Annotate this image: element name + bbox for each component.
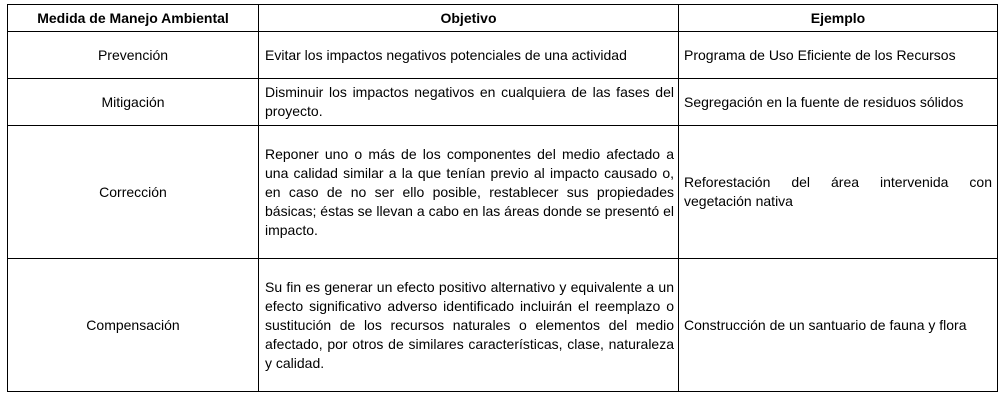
example-cell: Construcción de un santuario de fauna y flora [679, 259, 998, 392]
example-cell: Programa de Uso Eficiente de los Recursos [679, 32, 998, 79]
objective-cell: Reponer uno o más de los componentes del medio afectado a una calidad similar a la que tenían previo al impacto causado o, en caso de no ser ello posible, restablecer sus propiedades básicas; éstas se llevan a cabo en las áreas donde se presentó el impacto. [259, 126, 679, 259]
objective-cell: Evitar los impactos negativos potenciales de una actividad [259, 32, 679, 79]
measure-cell: Corrección [8, 126, 259, 259]
environmental-measures-table [7, 4, 998, 392]
header-measure: Medida de Manejo Ambiental [8, 5, 259, 32]
objective-cell: Disminuir los impactos negativos en cualquiera de las fases del proyecto. [259, 79, 679, 126]
example-cell: Segregación en la fuente de residuos sólidos [679, 79, 998, 126]
measure-cell: Prevención [8, 32, 259, 79]
header-row [8, 5, 998, 32]
measure-cell: Compensación [8, 259, 259, 392]
table-row [8, 259, 998, 392]
table-row [8, 79, 998, 126]
table-row [8, 32, 998, 79]
header-example: Ejemplo [679, 5, 998, 32]
table-row [8, 126, 998, 259]
example-cell: Reforestación del área intervenida con vegetación nativa [679, 126, 998, 259]
header-objective: Objetivo [259, 5, 679, 32]
objective-cell: Su fin es generar un efecto positivo alternativo y equivalente a un efecto significativo adverso identificado incluirán el reemplazo o sustitución de los recursos naturales o elementos del medio afectado, por otros de similares características, clase, naturaleza y calidad. [259, 259, 679, 392]
measure-cell: Mitigación [8, 79, 259, 126]
